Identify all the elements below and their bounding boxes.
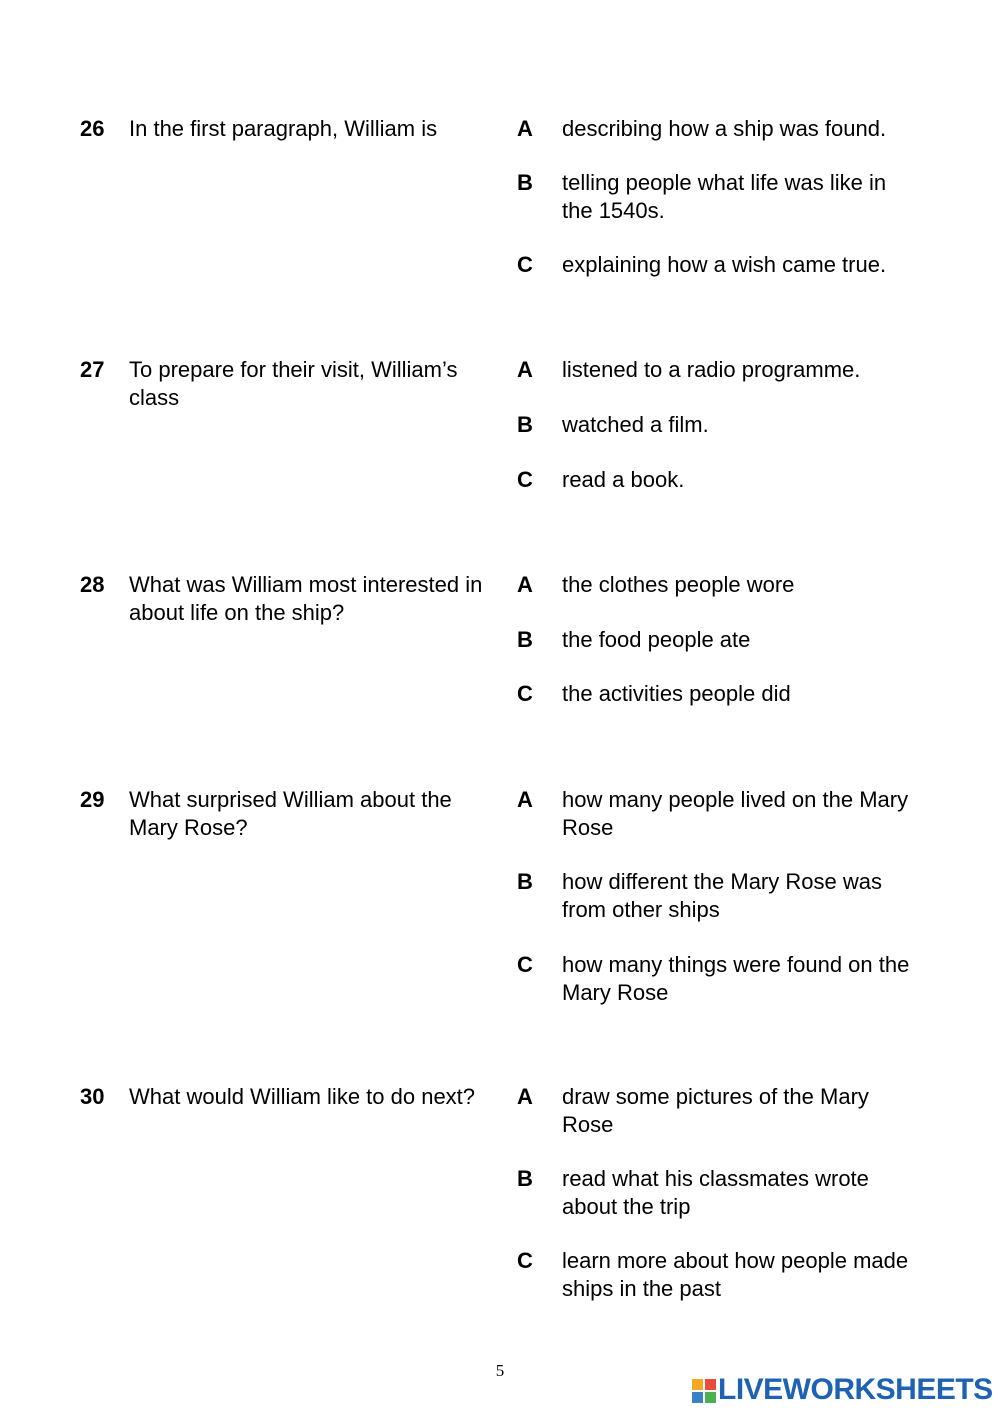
page-number: 5 [495,1361,505,1380]
option-text: watched a film. [562,412,709,437]
question-number: 28 [80,572,105,597]
question-text: What surprised William about the Mary Rose? [129,787,452,840]
option-text: the clothes people wore [562,572,795,597]
question-number: 27 [80,357,105,382]
option-letter: B [517,170,533,195]
option-text: telling people what life was like in the 1540s. [562,170,887,223]
option-letter: B [517,412,533,437]
option-letter: A [517,116,533,141]
question-number: 29 [80,787,105,812]
option-text: how many things were found on the Mary Rose [562,952,910,1005]
option-text: read a book. [562,467,685,492]
question-number: 26 [80,116,105,141]
option-letter: C [517,681,533,706]
option-letter: A [517,357,533,382]
option-letter: C [517,952,533,977]
question-number: 30 [80,1084,105,1109]
option-letter: C [517,252,533,277]
option-text: learn more about how people made ships in the past [562,1248,909,1301]
option-text: describing how a ship was found. [562,116,887,141]
option-letter: C [517,467,533,492]
option-text: explaining how a wish came true. [562,252,887,277]
question-text: In the first paragraph, William is [129,116,438,141]
option-text: the food people ate [562,627,751,652]
option-text: how many people lived on the Mary Rose [562,787,909,840]
option-letter: A [517,572,533,597]
option-letter: B [517,627,533,652]
question-text: To prepare for their visit, William’s class [129,357,458,410]
option-letter: C [517,1248,533,1273]
option-letter: B [517,1166,533,1191]
option-text: listened to a radio programme. [562,357,861,382]
option-text: the activities people did [562,681,791,706]
question-text: What would William like to do next? [129,1084,476,1109]
option-text: how different the Mary Rose was from other ships [562,869,882,922]
option-text: draw some pictures of the Mary Rose [562,1084,869,1137]
question-text: What was William most interested in about life on the ship? [129,572,483,625]
option-letter: A [517,787,533,812]
option-letter: B [517,869,533,894]
brand-name: LIVEWORKSHEETS [718,1373,993,1406]
option-letter: A [517,1084,533,1109]
option-text: read what his classmates wrote about the trip [562,1166,869,1219]
liveworksheets-icon [692,1379,716,1403]
